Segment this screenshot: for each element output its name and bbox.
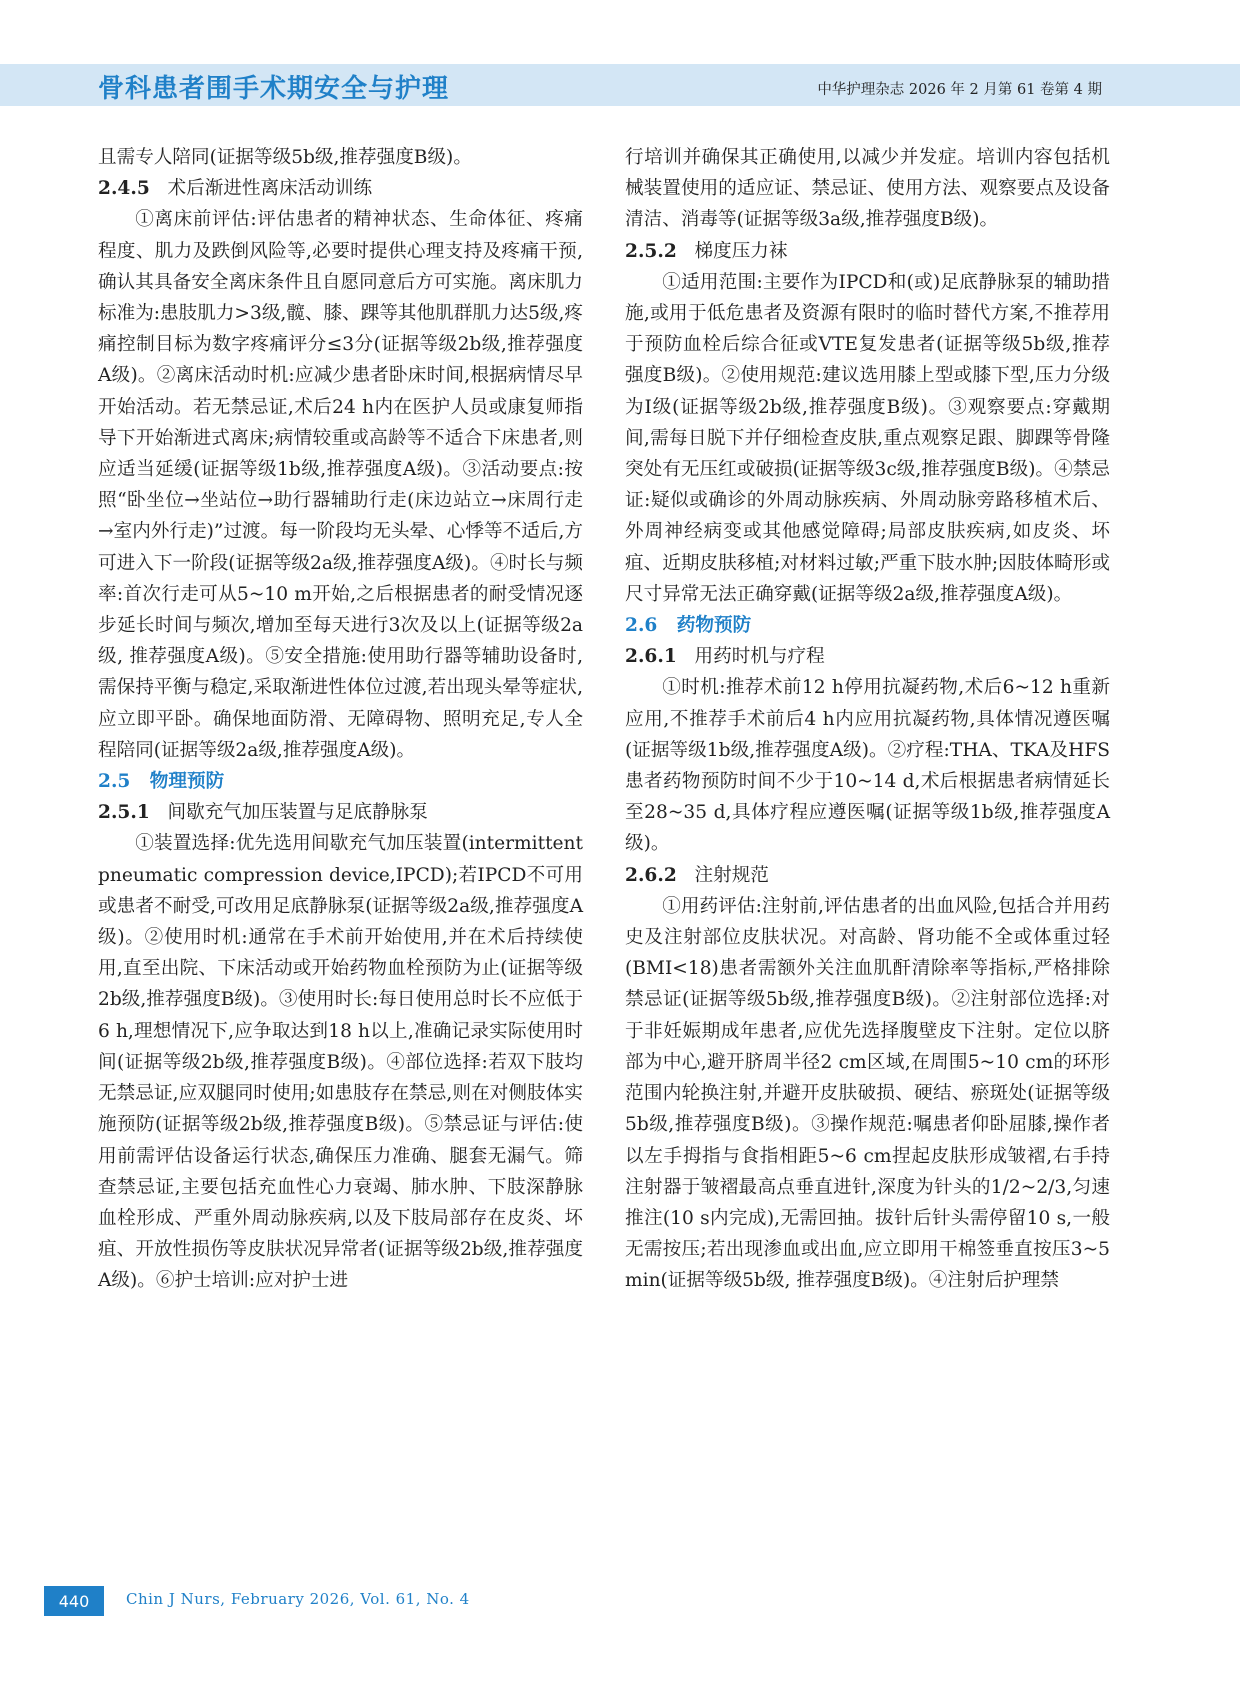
left-column: [98, 142, 583, 1297]
section-heading: [98, 766, 583, 797]
paragraph: ①适用范围:主要作为IPCD和(或)足底静脉泵的辅助措施,或用于低危患者及资源有限时的临时替代方案,不推荐用于预防血栓后综合征或VTE复发患者(证据等级5b级,推荐强度B级)。②使用规范:建议选用膝上型或膝下型,压力分级为Ⅰ级(证据等级2b级,推荐强度B级)。③观察要点:穿戴期间,需每日脱下并仔细检查皮肤,重点观察足跟、脚踝等骨隆突处有无压红或破损(证据等级3c级,推荐强度B级)。④禁忌证:疑似或确诊的外周动脉疾病、外周动脉旁路移植术后、外周神经病变或其他感觉障碍;局部皮肤疾病,如皮炎、坏疽、近期皮肤移植;对材料过敏;严重下肢水肿;因肢体畸形或尺寸异常无法正确穿戴(证据等级2a级,推荐强度A级)。: [625, 271, 1111, 605]
paragraph: ①离床前评估:评估患者的精神状态、生命体征、疼痛程度、肌力及跌倒风险等,必要时提供心理支持及疼痛干预,确认其具备安全离床条件且自愿同意后方可实施。离床肌力标准为:患肢肌力>3级,髋、膝、踝等其他肌群肌力达5级,疼痛控制目标为数字疼痛评分≤3分(证据等级2b级,推荐强度A级)。②离床活动时机:应减少患者卧床时间,根据病情尽早开始活动。若无禁忌证,术后24 h内在医护人员或康复师指导下开始渐进式离床;病情较重或高龄等不适合下床患者,则应适当延缓(证据等级1b级,推荐强度A级)。③活动要点:按照“卧坐位→坐站位→助行器辅助行走(床边站立→床周行走→室内外行走)”过渡。每一阶段均无头晕、心悸等不适后,方可进入下一阶段(证据等级2a级,推荐强度A级)。④时长与频率:首次行走可从5~10 m开始,之后根据患者的耐受情况逐步延长时间与频次,增加至每天进行3次及以上(证据等级2a级, 推荐强度A级)。⑤安全措施:使用助行器等辅助设备时,需保持平衡与稳定,采取渐进性体位过渡,若出现头晕等症状,应立即平卧。确保地面防滑、无障碍物、照明充足,专人全程陪同(证据等级2a级,推荐强度A级)。: [98, 209, 583, 761]
heading-title: 药物预防: [676, 615, 752, 637]
subsection-heading: [625, 860, 1110, 891]
page-number: 440: [44, 1586, 104, 1616]
journal-info: 中华护理杂志 2026 年 2 月第 61 卷第 4 期: [817, 82, 1102, 98]
section-title: 骨科患者围手术期安全与护理: [98, 74, 450, 104]
subsection-heading: [625, 641, 1110, 672]
heading-title: 术后渐进性离床活动训练: [167, 178, 373, 200]
heading-number: 2.5: [98, 771, 131, 793]
subsection-heading: [98, 797, 583, 828]
subsection-heading: [98, 173, 583, 204]
heading-title: 物理预防: [149, 771, 225, 793]
body-text: 行培训并确保其正确使用,以减少并发症。培训内容包括机械装置使用的适应证、禁忌证、使用方法、观察要点及设备清洁、消毒等(证据等级3a级,推荐强度B级)。: [625, 147, 1110, 231]
paragraph: ①时机:推荐术前12 h停用抗凝药物,术后6~12 h重新应用,不推荐手术前后4 h内应用抗凝药物,具体情况遵医嘱(证据等级1b级,推荐强度A级)。②疗程:THA、TKA及HFS患者药物预防时间不少于10~14 d,术后根据患者病情延长至28~35 d,具体疗程应遵医嘱(证据等级1b级,推荐强度A级)。: [625, 677, 1110, 855]
heading-number: 2.6.2: [625, 864, 677, 886]
body-text: 且需专人陪同(证据等级5b级,推荐强度B级)。: [98, 147, 472, 168]
subsection-heading: [625, 236, 1110, 267]
section-heading: [625, 610, 1110, 641]
paragraph: ①装置选择:优先选用间歇充气加压装置(intermittent pneumatic compression device,IPCD);若IPCD不可用或患者不耐受,可改用足底静脉泵(证据等级2a级,推荐强度A级)。②使用时机:通常在手术前开始使用,并在术后持续使用,直至出院、下床活动或开始药物血栓预防为止(证据等级2b级,推荐强度B级)。③使用时长:每日使用总时长不应低于6 h,理想情况下,应争取达到18 h以上,准确记录实际使用时间(证据等级2b级,推荐强度B级)。④部位选择:若双下肢均无禁忌证,应双腿同时使用;如患肢存在禁忌,则在对侧肢体实施预防(证据等级2b级,推荐强度B级)。⑤禁忌证与评估:使用前需评估设备运行状态,确保压力准确、腿套无漏气。筛查禁忌证,主要包括充血性心力衰竭、肺水肿、下肢深静脉血栓形成、严重外周动脉疾病,以及下肢局部存在皮炎、坏疽、开放性损伤等皮肤状况异常者(证据等级2b级,推荐强度A级)。⑥护士培训:应对护士进: [98, 833, 583, 1292]
heading-title: 梯度压力袜: [694, 240, 788, 262]
heading-number: 2.5.2: [625, 240, 677, 262]
heading-number: 2.5.1: [98, 802, 150, 824]
heading-number: 2.6: [625, 615, 658, 637]
right-column: [625, 142, 1110, 1297]
heading-number: 2.4.5: [98, 178, 150, 200]
heading-number: 2.6.1: [625, 646, 677, 668]
heading-title: 注射规范: [694, 864, 769, 886]
paragraph: ①用药评估:注射前,评估患者的出血风险,包括合并用药史及注射部位皮肤状况。对高龄、肾功能不全或体重过轻(BMI<18)患者需额外关注血肌酐清除率等指标,严格排除禁忌证(证据等级5b级,推荐强度B级)。②注射部位选择:对于非妊娠期成年患者,应优先选择腹壁皮下注射。定位以脐部为中心,避开脐周半径2 cm区域,在周围5~10 cm的环形范围内轮换注射,并避开皮肤破损、硬结、瘀斑处(证据等级5b级,推荐强度B级)。③操作规范:嘱患者仰卧屈膝,操作者以左手拇指与食指相距5~6 cm捏起皮肤形成皱褶,右手持注射器于皱褶最高点垂直进针,深度为针头的1/2~2/3,匀速推注(10 s内完成),无需回抽。拔针后针头需停留10 s,一般无需按压;若出现渗血或出血,应立即用干棉签垂直按压3~5 min(证据等级5b级, 推荐强度B级)。④注射后护理禁: [625, 895, 1110, 1292]
footer-citation: Chin J Nurs, February 2026, Vol. 61, No. 4: [126, 1590, 470, 1608]
heading-title: 用药时机与疗程: [694, 646, 825, 668]
heading-title: 间歇充气加压装置与足底静脉泵: [167, 802, 428, 824]
